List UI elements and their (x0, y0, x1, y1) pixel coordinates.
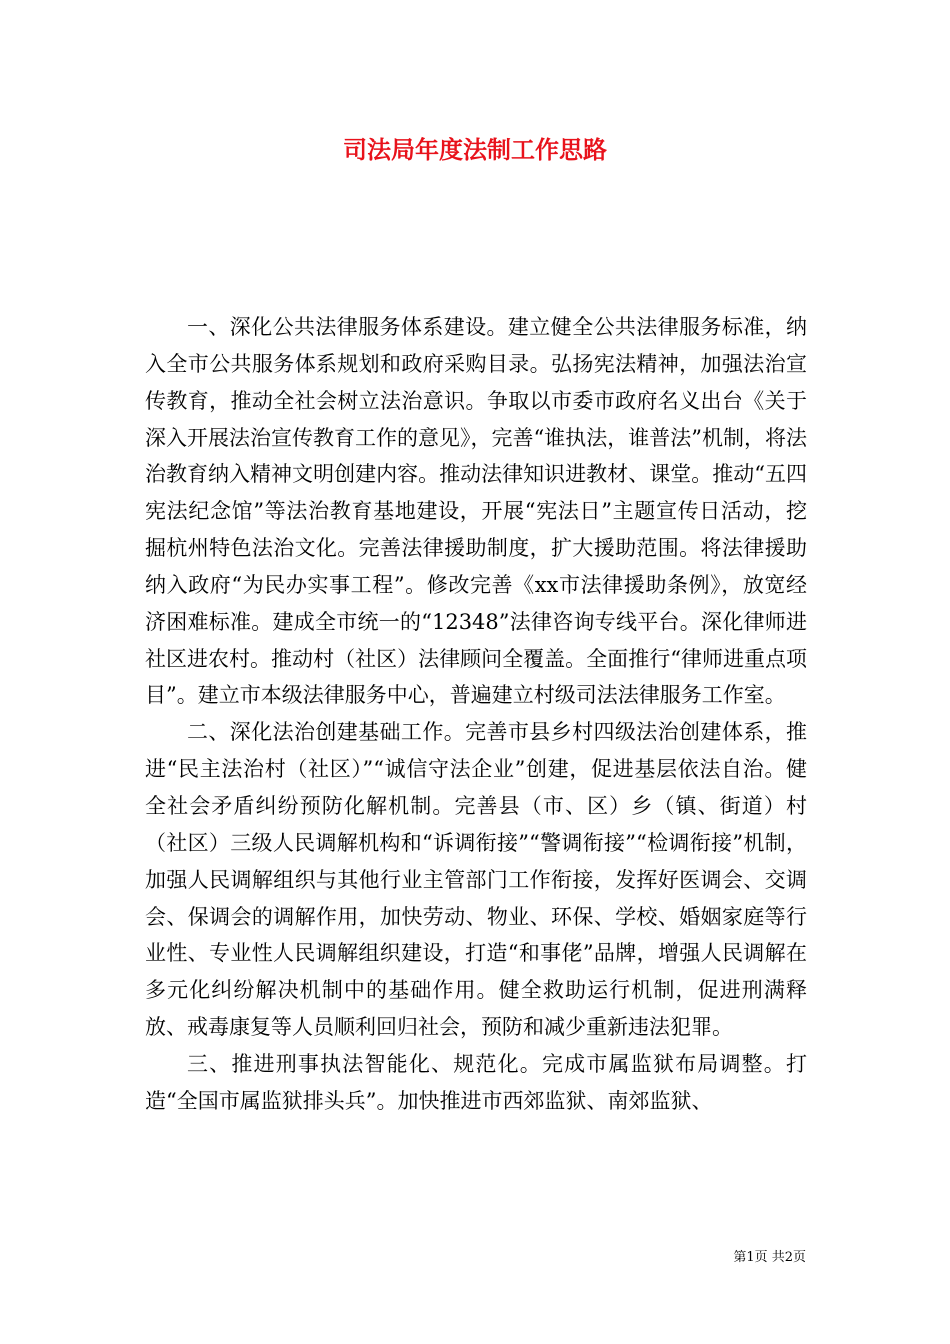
paragraph-3: 三、推进刑事执法智能化、规范化。完成市属监狱布局调整。打造“全国市属监狱排头兵”。加快推进市西郊监狱、南郊监狱、 (145, 1051, 807, 1113)
document-body (145, 309, 807, 1120)
paragraph-1: 一、深化公共法律服务体系建设。建立健全公共法律服务标准，纳入全市公共服务体系规划和政府采购目录。弘扬宪法精神，加强法治宣传教育，推动全社会树立法治意识。争取以市委市政府名义出台《关于深入开展法治宣传教育工作的意见》，完善“谁执法，谁普法”机制，将法治教育纳入精神文明创建内容。推动法律知识进教材、课堂。推动“五四宪法纪念馆”等法治教育基地建设，开展“宪法日”主题宣传日活动，挖掘杭州特色法治文化。完善法律援助制度，扩大援助范围。将法律援助纳入政府“为民办实事工程”。修改完善《xx市法律援助条例》，放宽经济困难标准。建成全市统一的“12348”法律咨询专线平台。深化律师进社区进农村。推动村（社区）法律顾问全覆盖。全面推行“律师进重点项目”。建立市本级法律服务中心，普遍建立村级司法法律服务工作室。 (145, 315, 807, 708)
document-title: 司法局年度法制工作思路 (343, 136, 607, 164)
page-number-footer: 第1页 共2页 (733, 1250, 806, 1265)
paragraph-2: 二、深化法治创建基础工作。完善市县乡村四级法治创建体系，推进“民主法治村（社区）”“诚信守法企业”创建，促进基层依法自治。健全社会矛盾纠纷预防化解机制。完善县（市、区）乡（镇、街道）村（社区）三级人民调解机构和“诉调衔接”“警调衔接”“检调衔接”机制，加强人民调解组织与其他行业主管部门工作衔接，发挥好医调会、交调会、保调会的调解作用，加快劳动、物业、环保、学校、婚姻家庭等行业性、专业性人民调解组织建设，打造“和事佬”品牌，增强人民调解在多元化纠纷解决机制中的基础作用。健全救助运行机制，促进刑满释放、戒毒康复等人员顺利回归社会，预防和减少重新违法犯罪。 (145, 720, 807, 1040)
